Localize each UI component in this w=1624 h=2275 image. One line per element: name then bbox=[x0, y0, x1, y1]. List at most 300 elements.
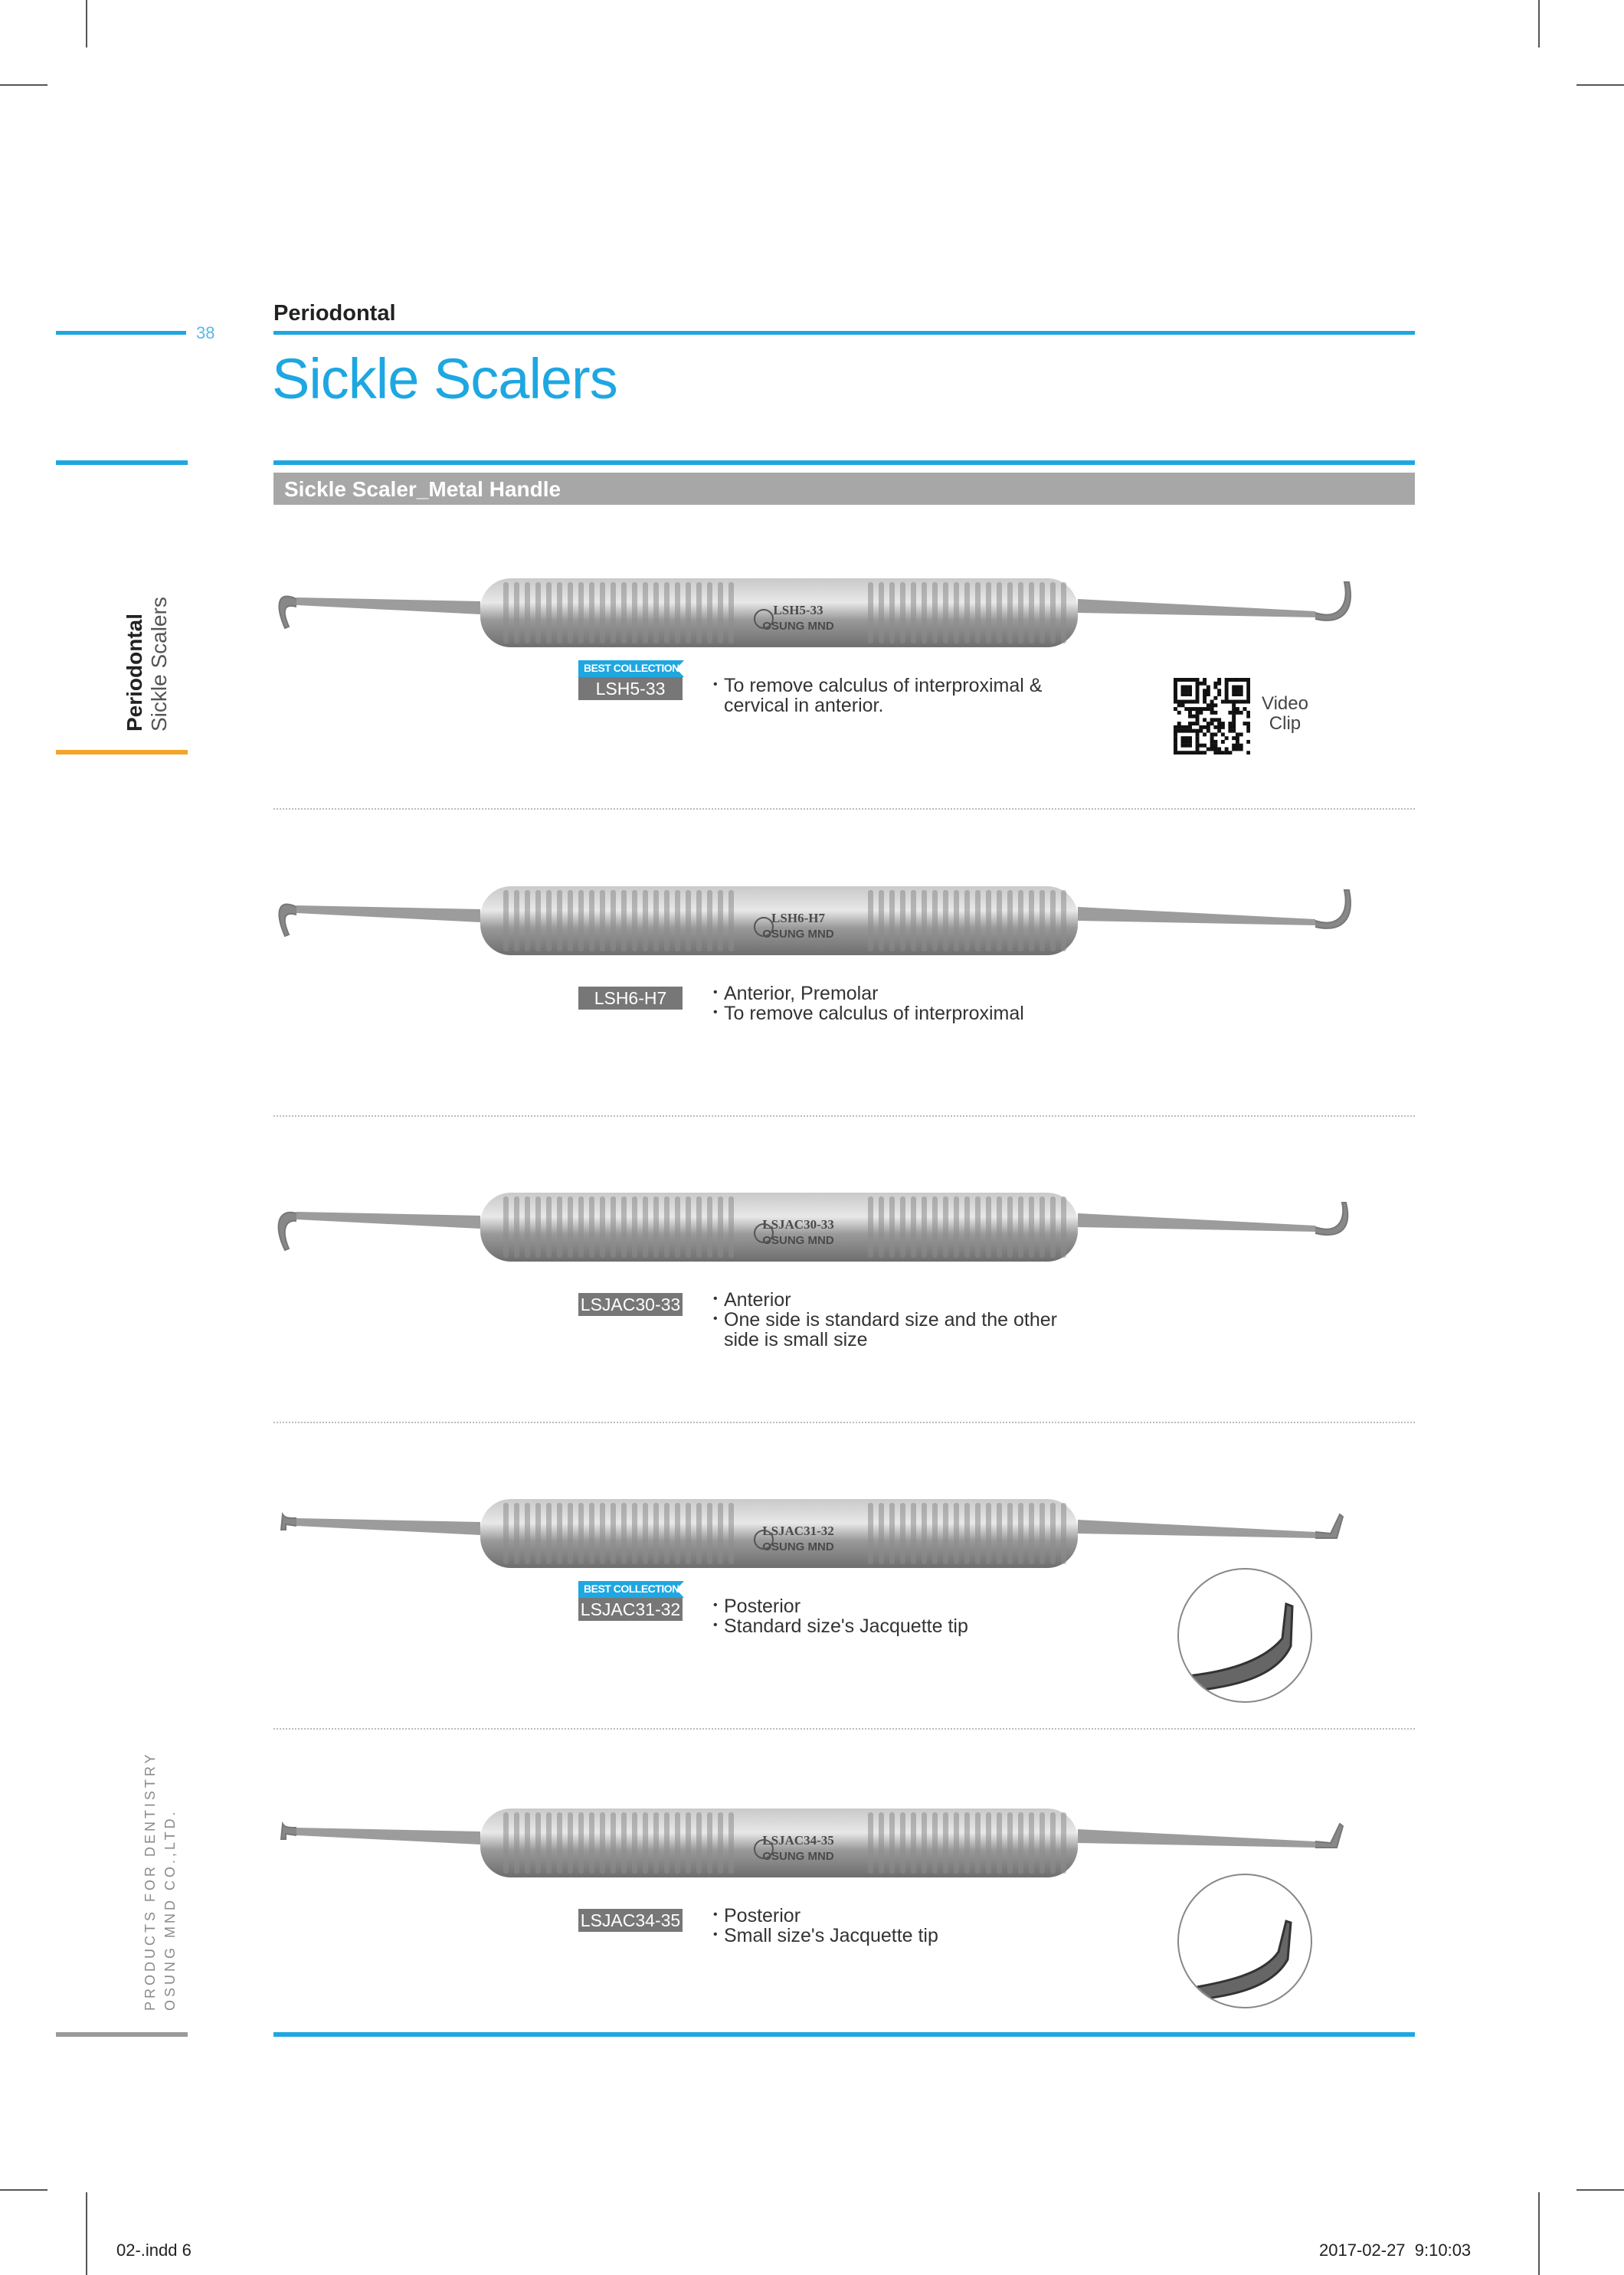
description-line: • Posterior bbox=[716, 1596, 968, 1616]
description-line: • Anterior, Premolar bbox=[716, 984, 1024, 1003]
handle-ridge bbox=[922, 582, 927, 643]
description-line: side is small size bbox=[724, 1329, 868, 1350]
handle-ridge bbox=[964, 1503, 970, 1564]
handle-ridge bbox=[986, 582, 991, 643]
qr-module bbox=[1217, 692, 1221, 696]
company-line-2: OSUNG MND CO.,LTD. bbox=[162, 1809, 178, 2011]
handle-ridge bbox=[600, 582, 605, 643]
handle-ridge bbox=[696, 1503, 702, 1564]
qr-module bbox=[1232, 686, 1236, 689]
handle-ridge bbox=[632, 890, 637, 951]
qr-module bbox=[1177, 678, 1181, 682]
qr-module bbox=[1196, 715, 1200, 719]
handle-ridge bbox=[975, 1196, 981, 1258]
handle-ridge bbox=[557, 1812, 562, 1874]
qr-module bbox=[1196, 751, 1200, 755]
left-shank bbox=[296, 905, 480, 922]
description-line: • To remove calculus of interproximal bbox=[716, 1003, 1024, 1023]
qr-module bbox=[1232, 692, 1236, 696]
handle-ridge bbox=[997, 582, 1002, 643]
qr-module bbox=[1174, 682, 1177, 686]
qr-module bbox=[1196, 744, 1200, 748]
handle-ridge bbox=[868, 582, 873, 643]
qr-module bbox=[1181, 703, 1185, 707]
handle-ridge bbox=[889, 582, 895, 643]
qr-module bbox=[1213, 744, 1217, 748]
side-rule bbox=[56, 460, 188, 465]
qr-module bbox=[1192, 715, 1196, 719]
handle-ridge bbox=[611, 890, 616, 951]
handle-ridge bbox=[696, 890, 702, 951]
handle-ridge bbox=[911, 1196, 916, 1258]
handle-ridge bbox=[621, 582, 627, 643]
qr-module bbox=[1225, 696, 1229, 700]
handle-ridge bbox=[557, 582, 562, 643]
handle-ridge bbox=[729, 1812, 734, 1874]
qr-module bbox=[1236, 732, 1239, 736]
product-description bbox=[716, 676, 1042, 715]
handle-ridge bbox=[653, 1503, 659, 1564]
qr-module bbox=[1246, 678, 1250, 682]
qr-module bbox=[1196, 686, 1200, 689]
qr-module bbox=[1196, 740, 1200, 744]
qr-module bbox=[1239, 678, 1243, 682]
handle-ridge bbox=[1029, 582, 1034, 643]
qr-module bbox=[1207, 725, 1210, 729]
qr-module bbox=[1232, 747, 1236, 751]
handle-ridge bbox=[1007, 582, 1013, 643]
handle-ridge bbox=[1040, 1196, 1045, 1258]
handle-ridge bbox=[514, 582, 519, 643]
handle-ridge bbox=[868, 1812, 873, 1874]
qr-module bbox=[1213, 751, 1217, 755]
handle-ridge bbox=[1018, 890, 1023, 951]
video-clip-label bbox=[1262, 694, 1308, 734]
handle-ridge bbox=[653, 582, 659, 643]
best-collection-label: BEST COLLECTION bbox=[584, 1583, 679, 1595]
qr-module bbox=[1184, 678, 1188, 682]
qr-module bbox=[1196, 707, 1200, 711]
side-bottom-rule bbox=[56, 2032, 188, 2037]
qr-module bbox=[1177, 711, 1181, 715]
handle-ridge bbox=[911, 1812, 916, 1874]
qr-module bbox=[1174, 686, 1177, 689]
handle-ridge bbox=[686, 1503, 691, 1564]
qr-module bbox=[1174, 732, 1177, 736]
video-clip-text: Clip bbox=[1269, 713, 1301, 734]
handle-ridge bbox=[535, 582, 541, 643]
qr-module bbox=[1181, 700, 1185, 704]
qr-module bbox=[1188, 689, 1192, 692]
qr-module bbox=[1239, 711, 1243, 715]
qr-module bbox=[1184, 725, 1188, 729]
product-item bbox=[273, 1166, 1415, 1472]
qr-module bbox=[1207, 729, 1210, 733]
qr-module bbox=[1217, 722, 1221, 725]
right-tip bbox=[1315, 1203, 1347, 1235]
qr-module bbox=[1232, 711, 1236, 715]
handle-ridge bbox=[1018, 1812, 1023, 1874]
handle-ridge bbox=[557, 1503, 562, 1564]
handle-ridge bbox=[1029, 1812, 1034, 1874]
handle-ridge bbox=[879, 890, 884, 951]
qr-module bbox=[1188, 715, 1192, 719]
handle-ridge bbox=[922, 1503, 927, 1564]
qr-module bbox=[1213, 718, 1217, 722]
qr-module bbox=[1225, 700, 1229, 704]
qr-module bbox=[1225, 689, 1229, 692]
qr-module bbox=[1199, 707, 1203, 711]
description-line: • Posterior bbox=[716, 1906, 938, 1926]
handle-ridge bbox=[1007, 1812, 1013, 1874]
qr-module bbox=[1199, 729, 1203, 733]
qr-module bbox=[1196, 692, 1200, 696]
section-bar bbox=[273, 473, 1415, 505]
qr-module bbox=[1246, 740, 1250, 744]
description-line: • Standard size's Jacquette tip bbox=[716, 1616, 968, 1636]
handle-ridge bbox=[911, 582, 916, 643]
handle-ridge bbox=[686, 582, 691, 643]
handle-ridge bbox=[525, 890, 530, 951]
handle-ridge bbox=[653, 1812, 659, 1874]
qr-module bbox=[1181, 678, 1185, 682]
handle-brand: OSUNG MND bbox=[762, 1540, 834, 1553]
qr-module bbox=[1225, 682, 1229, 686]
qr-module bbox=[1210, 740, 1214, 744]
qr-module bbox=[1184, 707, 1188, 711]
handle-ridge bbox=[664, 1196, 670, 1258]
qr-module bbox=[1181, 736, 1185, 740]
qr-module bbox=[1174, 678, 1177, 682]
qr-module bbox=[1232, 707, 1236, 711]
qr-module bbox=[1188, 725, 1192, 729]
handle-ridge bbox=[546, 1196, 552, 1258]
handle-brand: OSUNG MND bbox=[762, 1850, 834, 1863]
qr-module bbox=[1232, 725, 1236, 729]
handle-ridge bbox=[621, 1503, 627, 1564]
qr-module bbox=[1207, 689, 1210, 692]
qr-module bbox=[1203, 744, 1207, 748]
handle-ridge bbox=[932, 1503, 938, 1564]
page-title: Sickle Scalers bbox=[272, 347, 617, 411]
handle-ridge bbox=[643, 582, 648, 643]
qr-module bbox=[1246, 692, 1250, 696]
qr-module bbox=[1199, 682, 1203, 686]
handle-ridge bbox=[611, 1503, 616, 1564]
left-tip bbox=[279, 1213, 296, 1250]
qr-module bbox=[1181, 692, 1185, 696]
qr-module bbox=[1207, 686, 1210, 689]
handle-ridge bbox=[922, 1812, 927, 1874]
best-collection-badge bbox=[578, 660, 684, 677]
jacquette-tip-closeup bbox=[1177, 1568, 1312, 1703]
handle-ridge bbox=[696, 1196, 702, 1258]
qr-module bbox=[1236, 707, 1239, 711]
qr-module bbox=[1236, 744, 1239, 748]
footer-file: 02-.indd 6 bbox=[116, 2241, 192, 2260]
handle-ridge bbox=[868, 890, 873, 951]
product-code: LSJAC34-35 bbox=[578, 1909, 683, 1932]
qr-module bbox=[1210, 703, 1214, 707]
product-item bbox=[273, 1782, 1415, 2088]
handle-ridge bbox=[718, 1812, 723, 1874]
qr-module bbox=[1239, 692, 1243, 696]
qr-module bbox=[1246, 751, 1250, 755]
qr-module bbox=[1246, 689, 1250, 692]
handle-ridge bbox=[922, 1196, 927, 1258]
handle-ridge bbox=[1007, 1503, 1013, 1564]
qr-module bbox=[1196, 700, 1200, 704]
qr-module bbox=[1188, 740, 1192, 744]
qr-code-icon[interactable] bbox=[1174, 678, 1250, 755]
qr-module bbox=[1196, 729, 1200, 733]
qr-module bbox=[1217, 689, 1221, 692]
handle-ridge bbox=[525, 582, 530, 643]
qr-module bbox=[1246, 725, 1250, 729]
handle-ridge bbox=[589, 890, 594, 951]
qr-module bbox=[1184, 729, 1188, 733]
qr-module bbox=[1188, 700, 1192, 704]
qr-module bbox=[1188, 692, 1192, 696]
handle-ridge bbox=[879, 1812, 884, 1874]
qr-module bbox=[1188, 751, 1192, 755]
handle-ridge bbox=[653, 890, 659, 951]
qr-module bbox=[1217, 725, 1221, 729]
handle-ridge bbox=[578, 1503, 584, 1564]
handle-ridge bbox=[1040, 1503, 1045, 1564]
qr-module bbox=[1184, 689, 1188, 692]
handle-ridge bbox=[911, 890, 916, 951]
qr-module bbox=[1174, 696, 1177, 700]
handle-ridge bbox=[889, 890, 895, 951]
handle-ridge bbox=[525, 1812, 530, 1874]
product-item bbox=[273, 552, 1415, 858]
qr-module bbox=[1177, 751, 1181, 755]
qr-module bbox=[1236, 689, 1239, 692]
qr-module bbox=[1217, 751, 1221, 755]
qr-module bbox=[1228, 700, 1232, 704]
handle-ridge bbox=[954, 582, 959, 643]
handle-ridge bbox=[643, 1812, 648, 1874]
qr-module bbox=[1192, 722, 1196, 725]
qr-module bbox=[1192, 678, 1196, 682]
handle-ridge bbox=[514, 890, 519, 951]
handle-ridge bbox=[664, 1503, 670, 1564]
handle-ridge bbox=[568, 582, 573, 643]
qr-module bbox=[1232, 703, 1236, 707]
handle-ridge bbox=[514, 1196, 519, 1258]
qr-module bbox=[1192, 700, 1196, 704]
qr-module bbox=[1196, 732, 1200, 736]
handle-ridge bbox=[686, 1812, 691, 1874]
qr-module bbox=[1213, 682, 1217, 686]
handle-ridge bbox=[589, 1812, 594, 1874]
handle-ridge bbox=[1029, 890, 1034, 951]
qr-module bbox=[1203, 718, 1207, 722]
product-separator bbox=[273, 808, 1415, 810]
qr-module bbox=[1246, 729, 1250, 733]
qr-module bbox=[1174, 689, 1177, 692]
handle-brand: OSUNG MND bbox=[762, 620, 834, 633]
handle-ridge bbox=[503, 1503, 509, 1564]
left-tip bbox=[279, 596, 296, 628]
handle-brand: OSUNG MND bbox=[762, 928, 834, 941]
handle-ridge bbox=[535, 890, 541, 951]
qr-module bbox=[1203, 696, 1207, 700]
category-title: Periodontal bbox=[273, 301, 396, 326]
handle-ridge bbox=[718, 1196, 723, 1258]
qr-module bbox=[1177, 729, 1181, 733]
handle-ridge bbox=[718, 1503, 723, 1564]
handle-ridge bbox=[621, 1196, 627, 1258]
handle-ridge bbox=[1040, 1812, 1045, 1874]
handle-ridge bbox=[643, 890, 648, 951]
handle-ridge bbox=[557, 890, 562, 951]
handle-ridge bbox=[503, 1812, 509, 1874]
handle-ridge bbox=[632, 1196, 637, 1258]
qr-module bbox=[1221, 751, 1225, 755]
handle-ridge bbox=[568, 1196, 573, 1258]
qr-module bbox=[1188, 707, 1192, 711]
company-label bbox=[140, 1751, 180, 2011]
left-tip bbox=[281, 1514, 296, 1530]
handle-ridge bbox=[932, 1196, 938, 1258]
qr-module bbox=[1188, 711, 1192, 715]
handle-ridge bbox=[546, 1503, 552, 1564]
handle-ridge bbox=[1029, 1503, 1034, 1564]
handle-ridge bbox=[578, 1196, 584, 1258]
handle-ridge bbox=[718, 890, 723, 951]
qr-module bbox=[1184, 736, 1188, 740]
handle-ridge bbox=[525, 1196, 530, 1258]
section-rule bbox=[273, 460, 1415, 465]
handle-ridge bbox=[675, 1503, 680, 1564]
side-label bbox=[123, 597, 172, 732]
qr-module bbox=[1232, 715, 1236, 719]
crop-mark bbox=[0, 2189, 47, 2191]
page-number-rule bbox=[56, 331, 186, 335]
handle-ridge bbox=[1040, 890, 1045, 951]
left-shank bbox=[296, 1518, 480, 1535]
handle-ridge bbox=[975, 890, 981, 951]
qr-module bbox=[1181, 740, 1185, 744]
handle-ridge bbox=[568, 890, 573, 951]
qr-module bbox=[1210, 747, 1214, 751]
handle-ridge bbox=[868, 1503, 873, 1564]
handle-ridge bbox=[503, 582, 509, 643]
qr-module bbox=[1246, 722, 1250, 725]
side-accent-rule bbox=[56, 750, 188, 755]
qr-module bbox=[1210, 722, 1214, 725]
qr-module bbox=[1177, 703, 1181, 707]
qr-module bbox=[1217, 682, 1221, 686]
handle-ridge bbox=[621, 1812, 627, 1874]
right-tip bbox=[1315, 582, 1351, 620]
handle-ridge bbox=[707, 1196, 712, 1258]
qr-module bbox=[1203, 700, 1207, 704]
qr-module bbox=[1210, 711, 1214, 715]
handle-ridge bbox=[986, 1503, 991, 1564]
handle-ridge bbox=[975, 1812, 981, 1874]
handle-ridge bbox=[664, 890, 670, 951]
qr-module bbox=[1228, 711, 1232, 715]
qr-module bbox=[1196, 718, 1200, 722]
handle-ridge bbox=[503, 890, 509, 951]
qr-module bbox=[1174, 725, 1177, 729]
right-tip bbox=[1315, 1514, 1343, 1538]
qr-module bbox=[1213, 696, 1217, 700]
right-shank bbox=[1078, 907, 1315, 925]
qr-module bbox=[1232, 736, 1236, 740]
product-description bbox=[716, 1596, 968, 1636]
qr-module bbox=[1225, 678, 1229, 682]
handle-ridge bbox=[664, 1812, 670, 1874]
handle-ridge bbox=[600, 1812, 605, 1874]
qr-module bbox=[1181, 751, 1185, 755]
handle-ridge bbox=[879, 1196, 884, 1258]
qr-module bbox=[1243, 700, 1246, 704]
qr-module bbox=[1188, 736, 1192, 740]
qr-module bbox=[1221, 725, 1225, 729]
handle-ridge bbox=[675, 890, 680, 951]
handle-ridge bbox=[546, 582, 552, 643]
qr-module bbox=[1181, 686, 1185, 689]
handle-ridge bbox=[1018, 582, 1023, 643]
qr-module bbox=[1239, 686, 1243, 689]
qr-module bbox=[1207, 707, 1210, 711]
qr-module bbox=[1239, 689, 1243, 692]
qr-module bbox=[1181, 729, 1185, 733]
product-item bbox=[273, 1472, 1415, 1779]
handle-ridge bbox=[889, 1812, 895, 1874]
qr-module bbox=[1203, 751, 1207, 755]
handle-ridge bbox=[557, 1196, 562, 1258]
description-line: • Small size's Jacquette tip bbox=[716, 1926, 938, 1946]
tip-closeup-image bbox=[1179, 1570, 1311, 1701]
handle-ridge bbox=[900, 1196, 905, 1258]
handle-ridge bbox=[643, 1196, 648, 1258]
qr-module bbox=[1174, 700, 1177, 704]
qr-module bbox=[1184, 692, 1188, 696]
page-number: 38 bbox=[196, 323, 215, 342]
qr-module bbox=[1213, 747, 1217, 751]
qr-module bbox=[1203, 678, 1207, 682]
crop-mark bbox=[0, 84, 47, 86]
handle-ridge bbox=[578, 582, 584, 643]
crop-mark bbox=[1577, 84, 1624, 86]
qr-module bbox=[1174, 751, 1177, 755]
qr-module bbox=[1184, 751, 1188, 755]
crop-mark bbox=[86, 0, 87, 47]
qr-module bbox=[1232, 689, 1236, 692]
handle-ridge bbox=[707, 1812, 712, 1874]
handle-ridge bbox=[879, 1503, 884, 1564]
handle-ridge bbox=[997, 1503, 1002, 1564]
handle-ridge bbox=[589, 582, 594, 643]
qr-module bbox=[1236, 740, 1239, 744]
right-tip bbox=[1315, 890, 1351, 928]
crop-mark bbox=[86, 2192, 87, 2275]
description-line: cervical in anterior. bbox=[724, 695, 884, 716]
qr-module bbox=[1217, 729, 1221, 733]
handle-ridge bbox=[943, 582, 948, 643]
handle-engraving: LSJAC31-32 bbox=[762, 1524, 834, 1538]
qr-module bbox=[1174, 707, 1177, 711]
description-line: • Anterior bbox=[716, 1290, 1057, 1310]
handle-ridge bbox=[729, 1503, 734, 1564]
handle-ridge bbox=[943, 1196, 948, 1258]
qr-module bbox=[1225, 751, 1229, 755]
